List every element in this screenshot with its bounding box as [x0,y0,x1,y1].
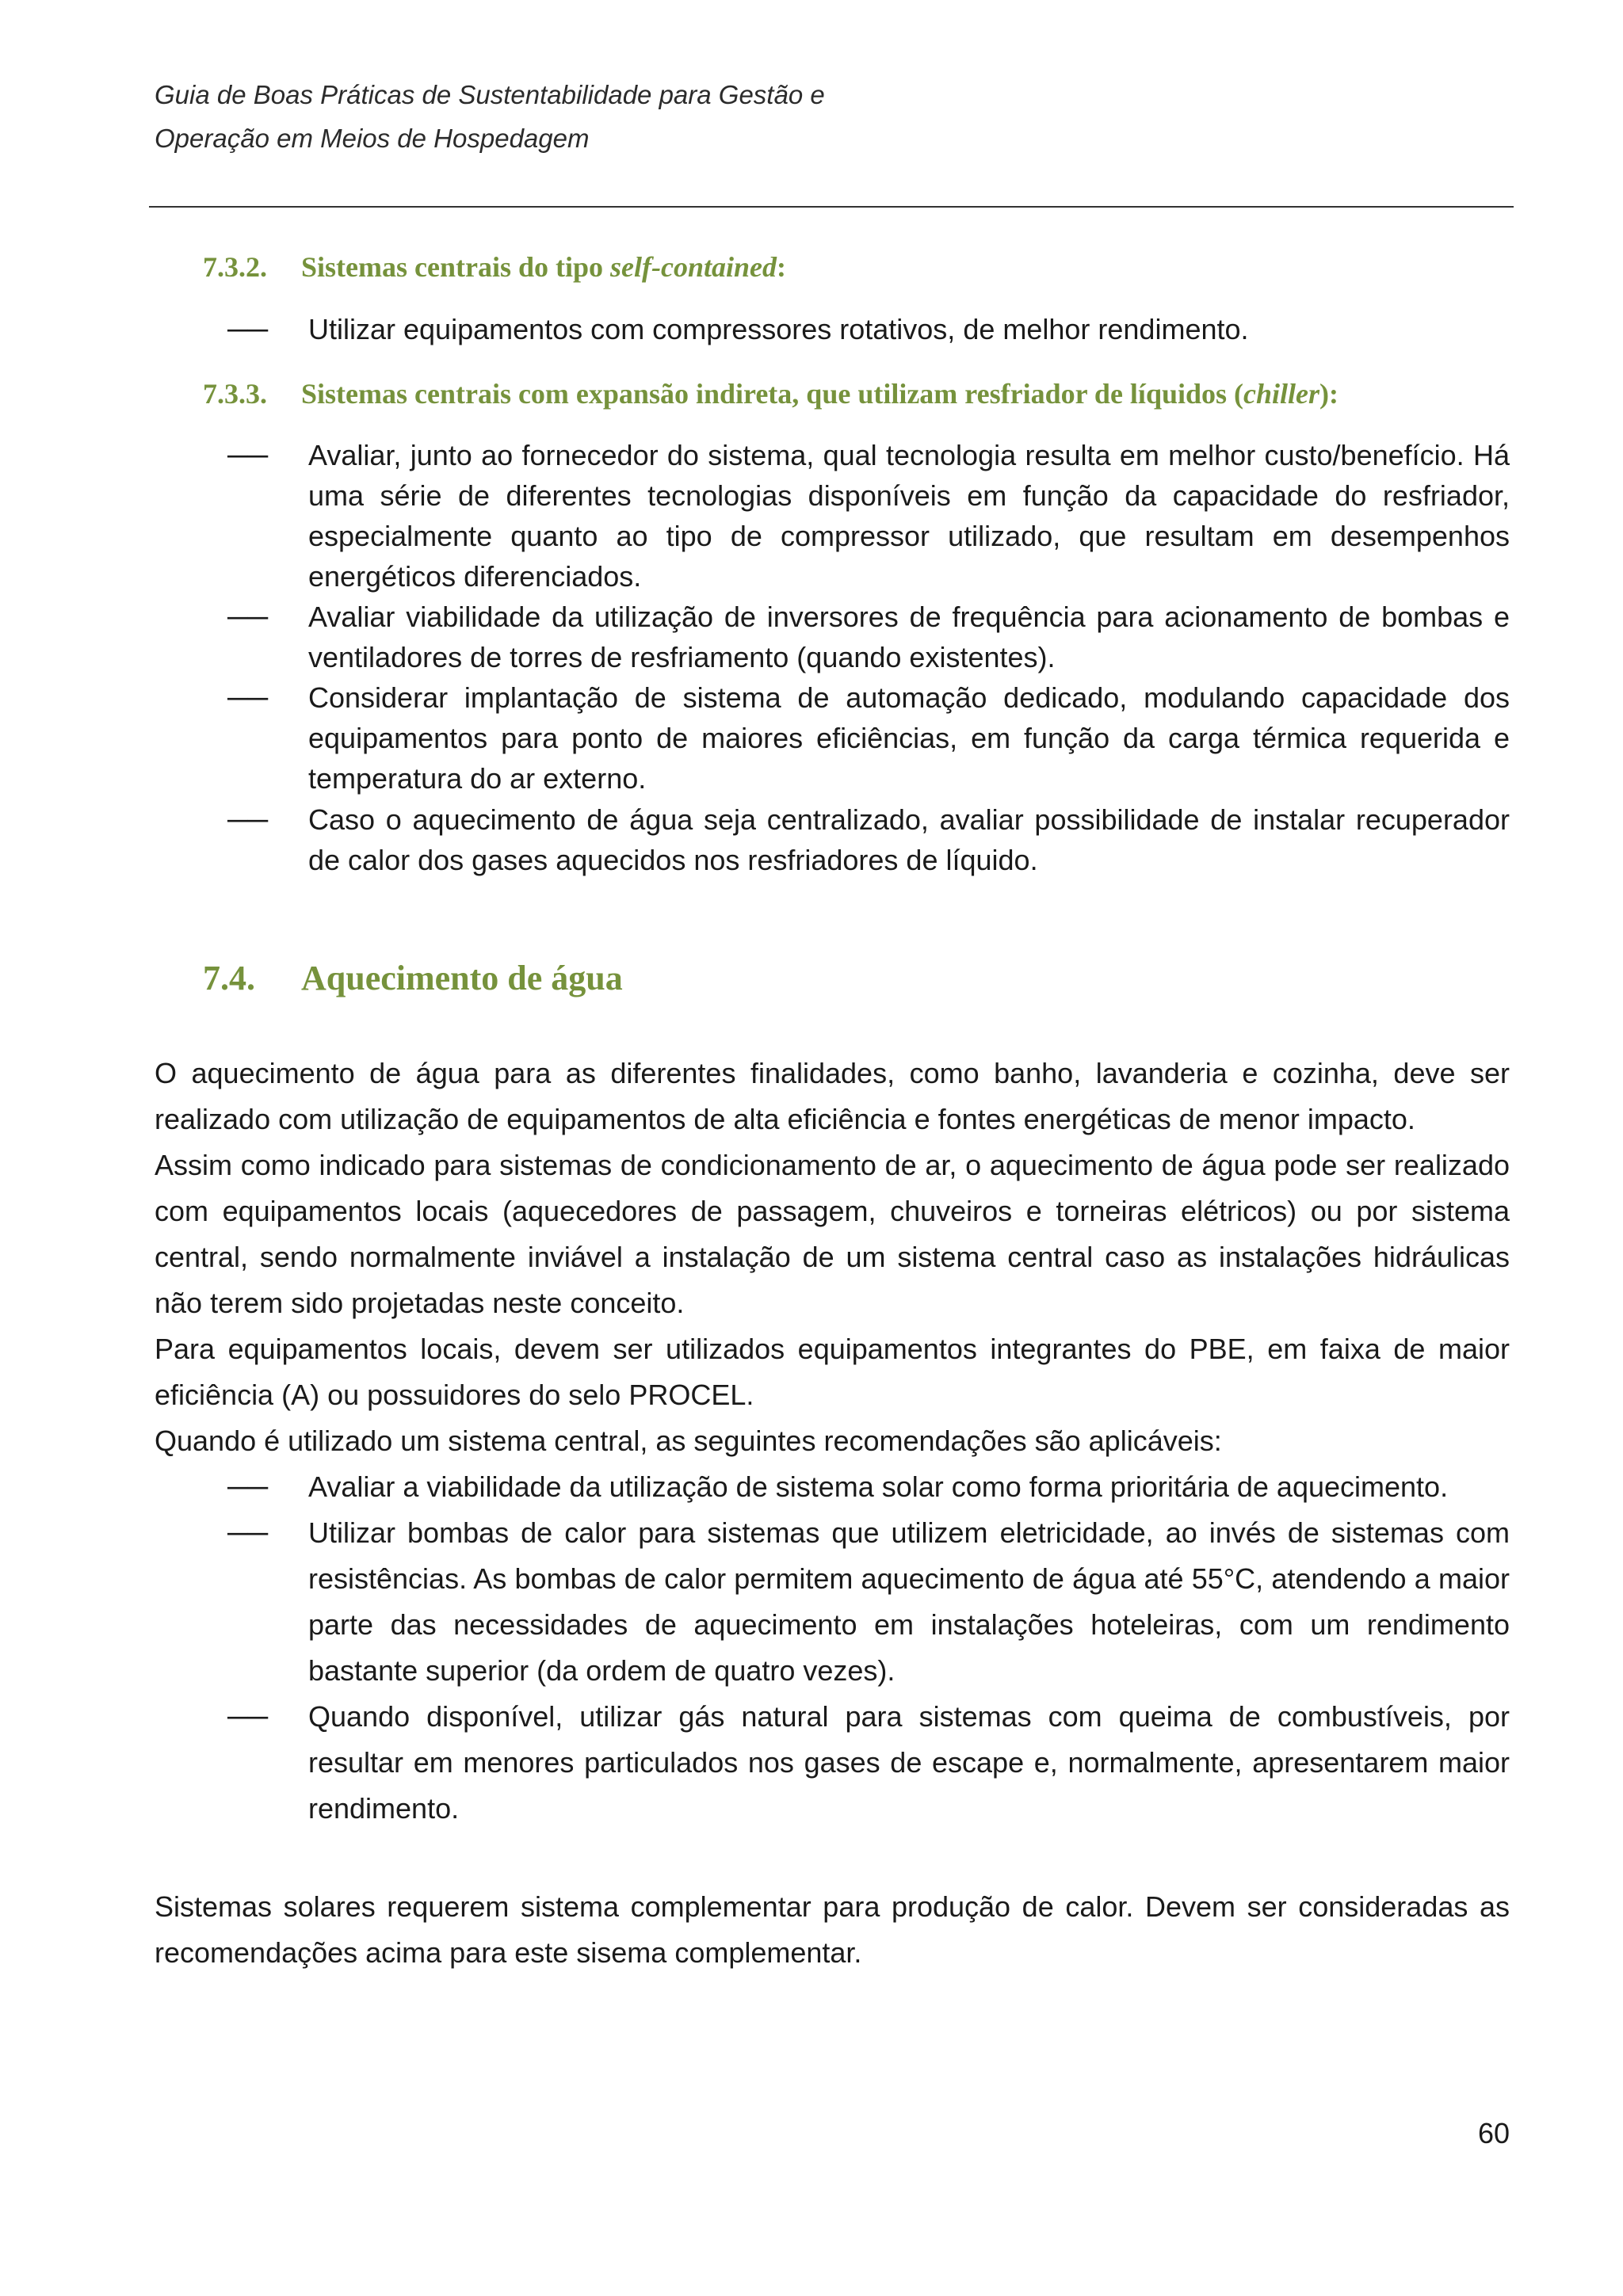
list-item-text: Avaliar viabilidade da utilização de inversores de frequência para acionamento de bombas e ventiladores de torres de resfriamento (quando existentes). [308,601,1510,673]
closing-paragraph-block [155,1884,1510,1976]
paragraph: Assim como indicado para sistemas de condicionamento de ar, o aquecimento de água pode ser realizado com equipamentos locais (aquecedores de passagem, chuveiros e torneiras elétricos) ou por sistema central, sendo normalmente inviável a instalação de um sistema central caso as instalações hidráulicas não terem sido projetadas neste conceito. [155,1149,1510,1319]
dash-bullet: ── [227,439,269,471]
section-body [155,1051,1510,1464]
subsection-title-emphasis: self-contained [610,251,777,283]
list-item [227,435,1510,597]
subsection-title-prefix: Sistemas centrais com expansão indireta, que utilizam resfriador de líquidos ( [301,378,1244,410]
section-heading-7-4 [203,955,1550,1002]
subsection-heading-7-3-2 [203,247,1550,287]
dash-bullet: ── [227,313,269,345]
section-title: Aquecimento de água [301,959,623,997]
paragraph: Quando é utilizado um sistema central, as seguintes recomendações são aplicáveis: [155,1425,1222,1457]
list-item-text: Utilizar equipamentos com compressores rotativos, de melhor rendimento. [308,313,1249,345]
page-number: 60 [1477,2117,1510,2149]
list-item [227,1694,1510,1832]
subsection-title-suffix: : [776,251,786,283]
paragraph: Sistemas solares requerem sistema complementar para produção de calor. Devem ser consideradas as recomendações acima para este sisema complementar. [155,1890,1510,1969]
dash-bullet: ── [227,1516,269,1549]
subsection-heading-7-3-3 [203,374,1550,414]
subsection-title-prefix: Sistemas centrais do tipo [301,251,610,283]
dash-bullet: ── [227,1700,269,1733]
list-item-text: Considerar implantação de sistema de automação dedicado, modulando capacidade dos equipamentos para ponto de maiores eficiências, em função da carga térmica requerida e temperatura do ar externo. [308,681,1510,795]
subsection-number: 7.3.3. [203,378,267,410]
list-item [227,677,1510,799]
subsection-title-suffix: ): [1319,378,1338,410]
subsection-number: 7.3.2. [203,251,267,283]
section-number: 7.4. [203,959,255,997]
list-item [227,1464,1510,1510]
list-item [227,597,1510,677]
dash-bullet: ── [227,803,269,836]
header-divider [149,206,1514,208]
dash-bullet: ── [227,681,269,714]
paragraph: O aquecimento de água para as diferentes finalidades, como banho, lavanderia e cozinha, deve ser realizado com utilização de equipamentos de alta eficiência e fontes energéticas de menor impacto. [155,1057,1510,1135]
list-item-text: Quando disponível, utilizar gás natural para sistemas com queima de combustíveis, por resultar em menores particulados nos gases de escape e, normalmente, apresentarem maior rendimento. [308,1700,1510,1825]
list-item [227,309,1510,349]
recommendation-list [227,1464,1510,1832]
list-item-text: Utilizar bombas de calor para sistemas que utilizem eletricidade, ao invés de sistemas com resistências. As bombas de calor permitem aquecimento de água até 55°C, atendendo a maior parte das necessidades de aquecimento em instalações hoteleiras, com um rendimento bastante superior (da ordem de quatro vezes). [308,1516,1510,1687]
running-header-line-2: Operação em Meios de Hospedagem [155,124,590,153]
running-header [155,73,1502,160]
dash-bullet: ── [227,1470,269,1503]
running-header-line-1: Guia de Boas Práticas de Sustentabilidade para Gestão e [155,80,825,109]
list-item-text: Avaliar, junto ao fornecedor do sistema, qual tecnologia resulta em melhor custo/benefício. Há uma série de diferentes tecnologias disponíveis em função da capacidade do resfriador, especialmente quanto ao tipo de compressor utilizado, que resultam em desempenhos energéticos diferenciados. [308,439,1510,593]
paragraph: Para equipamentos locais, devem ser utilizados equipamentos integrantes do PBE, em faixa de maior eficiência (A) ou possuidores do selo PROCEL. [155,1333,1510,1411]
subsection-title-emphasis: chiller [1243,378,1320,410]
list-item [227,1510,1510,1694]
list-item-text: Avaliar a viabilidade da utilização de sistema solar como forma prioritária de aquecimento. [308,1470,1449,1503]
dash-bullet: ── [227,601,269,633]
list-item [227,799,1510,880]
list-item-text: Caso o aquecimento de água seja centralizado, avaliar possibilidade de instalar recuperador de calor dos gases aquecidos nos resfriadores de líquido. [308,803,1510,876]
